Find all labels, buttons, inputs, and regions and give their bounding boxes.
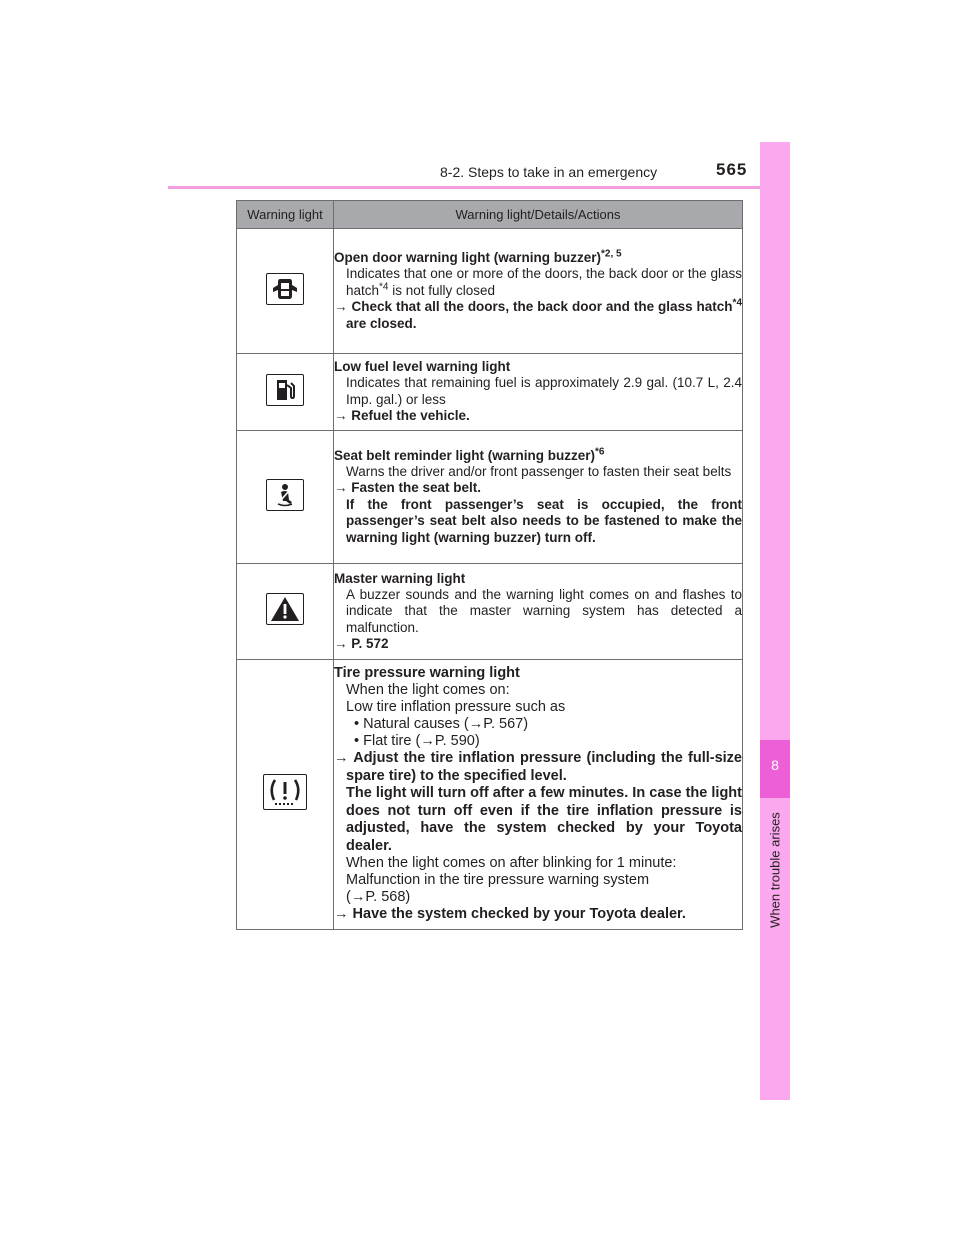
row-action: → Fasten the seat belt. bbox=[334, 480, 482, 496]
column-header-details: Warning light/Details/Actions bbox=[334, 201, 743, 229]
arrow-icon: → bbox=[334, 636, 348, 651]
details-cell bbox=[334, 229, 743, 354]
arrow-icon: → bbox=[334, 299, 348, 314]
row-description: Indicates that one or more of the doors, the back door or the glass hatch$^{*4}$ is not fully closed bbox=[346, 266, 742, 298]
chapter-number: 8 bbox=[771, 757, 779, 773]
row-title: Tire pressure warning light bbox=[334, 665, 520, 682]
row-action-continued: The light will turn off after a few minutes. In case the light does not turn off even if the tire inflation pressure is adjusted, have the system checked by your Toyota dealer. bbox=[346, 785, 742, 854]
arrow-icon: → bbox=[334, 906, 349, 923]
table-row bbox=[237, 660, 743, 930]
details-cell bbox=[334, 431, 743, 564]
table-row bbox=[237, 229, 743, 354]
row-description: (→P. 568) bbox=[346, 889, 411, 906]
page-number: 565 bbox=[716, 160, 748, 179]
details-cell bbox=[334, 564, 743, 660]
row-action: → Adjust the tire inflation pressure (including the full-size spare tire) to the specified level. bbox=[334, 750, 742, 784]
seat-belt-icon bbox=[266, 479, 304, 511]
arrow-icon: → bbox=[420, 733, 435, 750]
row-action bbox=[334, 636, 742, 653]
page-reference-link[interactable]: P. 572 bbox=[351, 636, 389, 651]
row-action: → Refuel the vehicle. bbox=[334, 408, 470, 424]
details-cell bbox=[334, 660, 743, 930]
list-item: • Natural causes (→P. 567) bbox=[354, 716, 529, 733]
arrow-icon: → bbox=[334, 750, 349, 767]
icon-cell bbox=[237, 229, 334, 354]
row-title: Seat belt reminder light (warning buzzer)$^{*6}$ bbox=[334, 446, 605, 463]
chapter-label: When trouble arises bbox=[767, 812, 783, 928]
table-row bbox=[237, 431, 743, 564]
arrow-icon: → bbox=[350, 889, 366, 906]
list-item: • Flat tire (→P. 590) bbox=[354, 733, 480, 750]
page-reference-link[interactable]: P. 590 bbox=[434, 733, 475, 750]
page-reference-link[interactable]: P. 568 bbox=[365, 889, 406, 906]
arrow-icon: → bbox=[468, 716, 484, 733]
table-row bbox=[237, 354, 743, 431]
row-action-continued: If the front passenger’s seat is occupied, the front passenger’s seat belt also needs to be fastened to make the warning light (warning buzzer) turn off. bbox=[346, 496, 742, 545]
column-header-warning-light: Warning light bbox=[237, 201, 334, 229]
tire-pressure-icon bbox=[263, 774, 307, 810]
section-title: 8-2. Steps to take in an emergency bbox=[440, 164, 658, 180]
row-title: Master warning light bbox=[334, 570, 466, 586]
table-row bbox=[237, 564, 743, 660]
arrow-icon: → bbox=[334, 408, 348, 424]
icon-cell bbox=[237, 354, 334, 431]
row-description: When the light comes on after blinking for 1 minute: bbox=[346, 855, 677, 872]
row-description: Indicates that remaining fuel is approximately 2.9 gal. (10.7 L, 2.4 Imp. gal.) or less bbox=[346, 375, 742, 407]
row-action: → Check that all the doors, the back door and the glass hatch$^{*4}$ are closed. bbox=[334, 297, 742, 331]
header-divider bbox=[168, 186, 760, 189]
warning-triangle-icon bbox=[266, 593, 304, 625]
warning-light-table bbox=[236, 200, 743, 930]
row-action: → Have the system checked by your Toyota dealer. bbox=[334, 906, 686, 923]
row-description: Warns the driver and/or front passenger to fasten their seat belts bbox=[346, 463, 732, 479]
fuel-pump-icon bbox=[266, 374, 304, 406]
row-description: A buzzer sounds and the warning light comes on and flashes to indicate that the master warning system has detected a malfunction. bbox=[346, 586, 742, 635]
row-description: Low tire inflation pressure such as bbox=[346, 699, 566, 716]
page-reference-link[interactable]: P. 567 bbox=[483, 716, 524, 733]
table-header-row bbox=[237, 201, 743, 229]
row-title: Low fuel level warning light bbox=[334, 359, 511, 375]
arrow-icon: → bbox=[334, 480, 348, 496]
row-description: Malfunction in the tire pressure warning system bbox=[346, 872, 650, 889]
icon-cell bbox=[237, 564, 334, 660]
details-cell bbox=[334, 354, 743, 431]
icon-cell bbox=[237, 660, 334, 930]
row-title: Open door warning light (warning buzzer)$^{*2, 5}$ bbox=[334, 248, 622, 265]
open-door-icon bbox=[266, 273, 304, 305]
row-description: When the light comes on: bbox=[346, 682, 510, 699]
chapter-tab-strip bbox=[760, 142, 790, 1100]
icon-cell bbox=[237, 431, 334, 564]
